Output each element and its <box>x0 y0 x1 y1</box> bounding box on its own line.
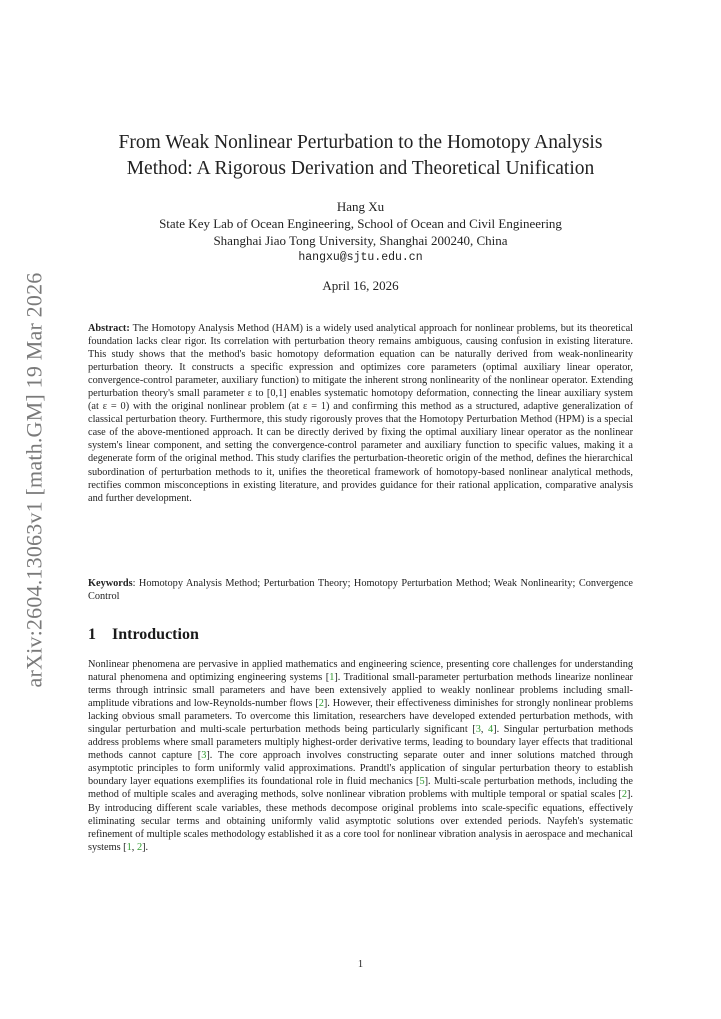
intro-text: ]. However, their effectiveness diminishes for strongly nonlinear problems lacking obvious small parameters. To overcome this limitation, researchers have developed extended perturbation methods, with singular perturbation and multi-scale perturbation methods being particularly significant [ <box>88 698 633 736</box>
abstract-text: The Homotopy Analysis Method (HAM) is a widely used analytical approach for nonlinear problems, but its theoretical foundation lacks clear rigor. Its correlation with perturbation theory remains ambiguous, causing confusion in existing literature. This study shows that the method's basic homotopy deformation equation can be naturally derived from weak-nonlinearity perturbation theory. It constructs a specific expression and optimizes core parameters (optimal auxiliary linear operator, convergence-control parameter, auxiliary function) to mitigate the inherent strong nonlinearity of the nonlinear operator. Extending perturbation theory's small parameter ε to [0,1] enables systematic homotopy deformation, connecting the linear auxiliary system (at ε = 0) with the original nonlinear problem (at ε = 1) and confirming this method as a structured, adaptive generalization of classical perturbation theory. Furthermore, this study rigorously proves that the Homotopy Perturbation Method (HPM) is a special case of the above-mentioned approach. It can be directly derived by fixing the optimal auxiliary linear operator as the nonlinear system's linear component, and setting the convergence-control parameter and auxiliary function to specific values, making it a degenerate form of the original method. This study clarifies the perturbation-theoretic origin of the method, defines the hierarchical subordination of perturbation methods to it, unifies the theoretical framework of homotopy-based nonlinear analytical methods, rectifies common misconceptions in existing literature, and provides guidance for their rational application, comparative analysis and further development. <box>88 323 633 504</box>
abstract-label: Abstract: <box>88 323 130 334</box>
arxiv-stamp-text: arXiv:2604.13063v1 [math.GM] 19 Mar 2026 <box>21 272 47 688</box>
author-email[interactable]: hangxu@sjtu.edu.cn <box>298 251 423 264</box>
paper-date: April 16, 2026 <box>322 278 399 293</box>
author-block <box>88 198 633 266</box>
intro-text: Nonlinear phenomena are pervasive in applied mathematics and engineering science, presenting core challenges for understanding natural phenomena and optimizing engineering systems [ <box>88 659 633 684</box>
section-heading-introduction <box>88 626 199 644</box>
intro-text: , <box>480 724 489 736</box>
arxiv-stamp <box>14 272 54 688</box>
title-line-2: Method: A Rigorous Derivation and Theoretical Unification <box>126 158 595 179</box>
citation-link[interactable]: 4 <box>488 724 494 736</box>
author-name: Hang Xu <box>336 199 385 214</box>
intro-text: ]. Multi-scale perturbation methods, including the method of multiple scales and averaging methods, solve nonlinear vibration problems with multiple temporal or spatial scales [ <box>88 776 633 801</box>
intro-text: ]. Singular perturbation methods address problems where small parameters multiply highest-order derivative terms, leading to boundary layer effects that traditional methods cannot capture [ <box>88 724 633 762</box>
affiliation-line-2: Shanghai Jiao Tong University, Shanghai 200240, China <box>213 233 508 248</box>
intro-text: ]. By introducing different scale variables, these methods decompose original problems into scale-specific equations, effectively eliminating secular terms and obtaining uniformly valid asymptotic solutions over extended periods. Nayfeh's systematic refinement of multiple scales methodology established it as a core tool for nonlinear vibration analysis in aerospace and mechanical systems [ <box>88 789 633 853</box>
title-line-1: From Weak Nonlinear Perturbation to the Homotopy Analysis <box>118 132 603 153</box>
citation-link[interactable]: 2 <box>136 841 143 853</box>
page-number: 1 <box>357 959 364 970</box>
citation-link[interactable]: 1 <box>126 841 132 853</box>
abstract <box>88 322 633 505</box>
citation-link[interactable]: 5 <box>419 776 425 788</box>
introduction-paragraph <box>88 658 633 854</box>
intro-text: ]. The core approach involves constructing separate outer and inner solutions matched through asymptotic principles to form uniformly valid approximations. Prandtl's application of singular perturbation theory to establish boundary layer equations exemplifies its foundational role in fluid mechanics [ <box>88 750 634 788</box>
affiliation-line-1: State Key Lab of Ocean Engineering, School of Ocean and Civil Engineering <box>159 216 562 231</box>
section-title: Introduction <box>112 626 199 643</box>
intro-text: , <box>131 841 137 853</box>
keywords-text: : Homotopy Analysis Method; Perturbation Theory; Homotopy Perturbation Method; Weak Nonlinearity; Convergence Control <box>88 578 633 603</box>
citation-link[interactable]: 2 <box>621 789 627 801</box>
citation-link[interactable]: 3 <box>475 724 481 736</box>
citation-link[interactable]: 2 <box>318 698 324 710</box>
keywords-label: Keywords <box>88 578 133 589</box>
intro-text: ]. Traditional small-parameter perturbation methods linearize nonlinear terms through intrinsic small parameters and have been extensively applied to weakly nonlinear problems including small-amplitude vibrations and low-Reynolds-number flows [ <box>88 672 633 710</box>
citation-link[interactable]: 3 <box>201 750 207 762</box>
paper-title <box>88 130 633 182</box>
intro-text: ]. <box>142 841 149 853</box>
keywords <box>88 577 633 603</box>
section-number: 1 <box>88 626 96 643</box>
citation-link[interactable]: 1 <box>329 672 335 684</box>
